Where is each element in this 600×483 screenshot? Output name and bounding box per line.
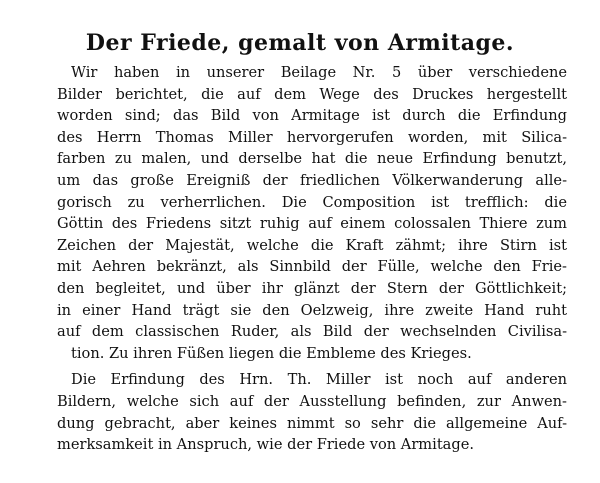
- text-line: Göttin des Friedens sitzt ruhig auf einem colossalen Thiere zum: [57, 215, 567, 233]
- text-line: den begleitet, und über ihr glänzt der Stern der Göttlichkeit;: [57, 279, 567, 297]
- text-line: Bilder berichtet, die auf dem Wege des Druckes hergestellt: [57, 85, 567, 103]
- text-line: Zeichen der Majestät, welche die Kraft zähmt; ihre Stirn ist: [57, 236, 567, 254]
- paragraph-1: [57, 62, 567, 364]
- article-title: Der Friede, gemalt von Armitage.: [85, 30, 515, 56]
- text-line: dung gebracht, aber keines nimmt so sehr die allgemeine Auf-: [57, 414, 567, 432]
- text-line: worden sind; das Bild von Armitage ist durch die Erfindung: [57, 107, 567, 125]
- text-line: auf dem classischen Ruder, als Bild der wechselnden Civilisa-: [57, 323, 567, 341]
- paragraph-2: [57, 369, 567, 455]
- text-line: um das große Ereigniß der friedlichen Völkerwanderung alle-: [57, 171, 567, 189]
- text-line: farben zu malen, und derselbe hat die neue Erfindung benutzt,: [57, 150, 567, 168]
- text-line: in einer Hand trägt sie den Oelzweig, ihre zweite Hand ruht: [57, 301, 567, 319]
- text-line: Bildern, welche sich auf der Ausstellung befinden, zur Anwen-: [57, 392, 567, 410]
- text-line: mit Aehren bekränzt, als Sinnbild der Fülle, welche den Frie-: [57, 258, 567, 276]
- text-line: Wir haben in unserer Beilage Nr. 5 über verschiedene: [71, 64, 567, 81]
- article-body: [57, 62, 567, 456]
- text-line: Die Erfindung des Hrn. Th. Miller ist noch auf anderen: [71, 371, 567, 389]
- text-line: gorisch zu verherrlichen. Die Composition ist trefflich: die: [57, 193, 567, 211]
- text-line: des Herrn Thomas Miller hervorgerufen worden, mit Silica-: [57, 128, 567, 146]
- text-line: merksamkeit in Anspruch, wie der Friede von Armitage.: [57, 436, 474, 454]
- text-line: tion. Zu ihren Füßen liegen die Embleme des Krieges.: [71, 344, 472, 362]
